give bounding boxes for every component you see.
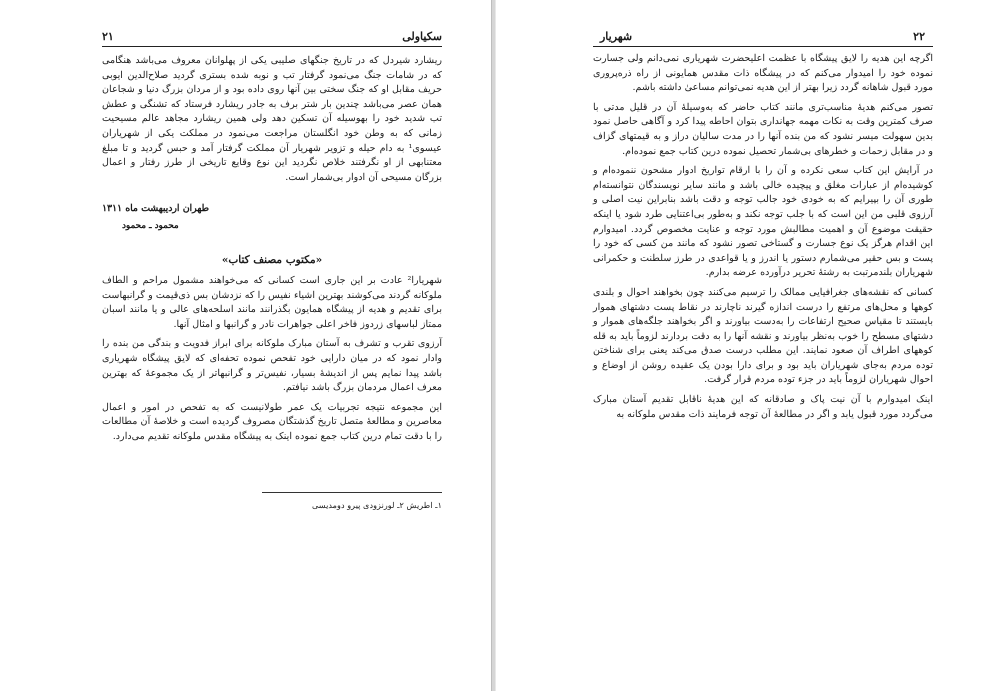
paragraph: شهریارا² عادت بر این جاری است کسانی که می‌خواهند مشمول مراحم و الطاف ملوکانه گردند می‌کوشند بهترین اشیاء نفیس را که نزدشان بس ذی‌قیمت و گرانبهاست برای تقدیم و هدیه از پیشگاه همایون بگذرانند مانند اسلحه‌های عالی و یا مانند اسبان ممتاز لباسهای زردوز فاخر اعلی جواهرات نادر و گرانبها و امثال آنها.: [102, 275, 442, 330]
body-text: [593, 52, 933, 427]
page-number: ۲۲: [913, 30, 925, 43]
paragraph: ریشارد شیردل که در تاریخ جنگهای صلیبی یکی از پهلوانان معروف می‌باشد هنگامی که در شامات جنگ می‌نمود گرفتار تب و نوبه شده بستری گردید صلاح‌الدین ایوبی حریف مقابل او که جنگ سختی بین آنها روی داده بود و از مردان بزرگ دنیا و شجاعان همان عصر می‌باشد چندین بار شتر برف به جادر ریشارد فرستاد که تشنگی و عطش تب شدید خود را بهوسیله آن تسکین دهد ولی همین ریشارد مجاهد عالم مسیحیت زمانی که به وطن خود انگلستان مراجعت می‌نمود در مملکت یکی از شهریاران عیسوی¹ به دام حیله و تزویر شهریار آن مملکت گرفتار آمد و حبس گردید و تا مبلغ معتنابهی از او نگرفتند خلاص نگردید این نوع وقایع تاریخی از طرز رفتار و اعمال بزرگان مسیحی آن ادوار بی‌شمار است.: [102, 55, 442, 183]
signature: محمود ـ محمود: [122, 221, 179, 231]
running-title: سکیاولی: [402, 30, 442, 43]
paragraph: اینک امیدوارم با آن نیت پاک و صادقانه که این هدیهٔ ناقابل تقدیم آستان مبارک می‌گردد مورد قبول یابد و اگر در مطالعهٔ آن توجه فرمایند ذات مقدس ملوکانه به: [593, 394, 933, 420]
paragraph: این مجموعه نتیجه تجربیات یک عمر طولانیست که به تفحص در امور و اعمال معاصرین و مطالعهٔ متصل تاریخ گذشتگان مصروف گردیده است و خلاصهٔ آن مطالعات را با دقت تمام درین کتاب جمع نموده اینک به پیشگاه مقدس ملوکانه تقدیم می‌دارد.: [102, 401, 442, 442]
body-text: [102, 54, 442, 190]
footnote-rule: [262, 492, 442, 493]
paragraph: آرزوی تقرب و تشرف به آستان مبارک ملوکانه برای ابراز فدویت و بندگی من بنده را وادار نمود که در میان دارایی خود تفحص نموده تحفه‌ای که لایق پیشگاه شهریاری باشد پیدا نمایم پس از اندیشهٔ بسیار، نفیس‌تر و گرانبهاتر از یک مجموعهٔ که بهترین معرف اعمال مردمان بزرگ باشد نیافتم.: [102, 338, 442, 394]
section-title: «مکتوب مصنف کتاب»: [221, 254, 323, 266]
right-page: [500, 8, 973, 688]
paragraph: در آرایش این کتاب سعی نکرده و آن را با ارقام تواریخ ادوار مشحون ننموده‌ام و کوشیده‌ام از عبارات مغلق و پیچیده خالی باشد و مانند سایر نویسندگان نتوانسته‌ام طوری آن را بپیرایم که به خودی خود جالب توجه و دقت باشد بنابراین نیت اصلی و آرزوی قلبی من این است که با جلب توجه نکند و به‌طور بی‌اعتنایی طرد شود یا اینکه حقیقت موضوع آن و اهمیت مطالبش مورد توجه و عنایت مخصوص گردد. امیدوارم این اقدام هرگز یک نوع جسارت و گستاخی تصور نشود که مانند من کسی که خود را پست و بس حقیر می‌شمارم دستور یا اندرز و یا قواعدی در طرز سلطنت و حکمرانی شهریاران بلندمرتبت به رشتهٔ تحریر درآورده عرضه بدارم.: [593, 165, 933, 279]
section-body: [102, 274, 442, 450]
paragraph: کسانی که نقشه‌های جغرافیایی ممالک را ترسیم می‌کنند چون بخواهند احوال و بلندی کوهها و محل‌های مرتفع را درست اندازه گیرند ناچارند در نقاط پست دشتهای هموار بایستند تا مقیاس صحیح ارتفاعات را به‌دست بیاورند و اگر بخواهند جلگه‌های هموار و دشتهای مسطح را خوب به‌نظر بیاورند و نقشه آنها را به دقت بردارند لزوماً باید به قله کوههای اطراف آن صعود نمایند. این مطلب درست صدق می‌کند یعنی برای شناختن توده مردم به‌جای شهریاران باید بود و برای دارا بودن یک عقیده روشن از اوضاع و احوال شهریاران لزوماً باید در جزء توده مردم قرار گرفت.: [593, 286, 933, 386]
paragraph: اگرچه این هدیه را لایق پیشگاه با عظمت اعلیحضرت شهریاری نمی‌دانم ولی جسارت نموده خود را امیدوار می‌کنم که در پیشگاه ذات مقدس همایونی از راه ذره‌پروری مورد قبول شاهانه گردد زیرا بهتر از این هدیه نمی‌توانم مساعیٰ داشته باشم.: [593, 53, 933, 94]
dateline: طهران اردیبهشت ماه ۱۳۱۱: [102, 203, 209, 214]
page-gutter: [491, 0, 496, 691]
running-title: شهریار: [600, 30, 633, 43]
footnote: ۱ـ اطریش ۲ـ لورنزودی پیرو دومدیسی: [311, 500, 442, 510]
paragraph: تصور می‌کنم هدیهٔ مناسب‌تری مانند کتاب حاضر که به‌وسیلهٔ آن در قلیل مدتی با صرف کمترین وقت به نکات مهمه جهانداری بتوان احاطه پیدا کرد و آگاهی حاصل نمود بدین سهولت میسر نشود که من بنده آنها را در مدت سالیان دراز و به قیمتهای گزاف و در مقابل زحمات و خطرهای بی‌شمار تحصیل نموده درین کتاب جمع نموده‌ام.: [593, 101, 933, 157]
page-number: ۲۱: [102, 30, 114, 43]
header-rule: [102, 46, 442, 47]
header-rule: [593, 46, 933, 47]
left-page: [12, 8, 484, 688]
